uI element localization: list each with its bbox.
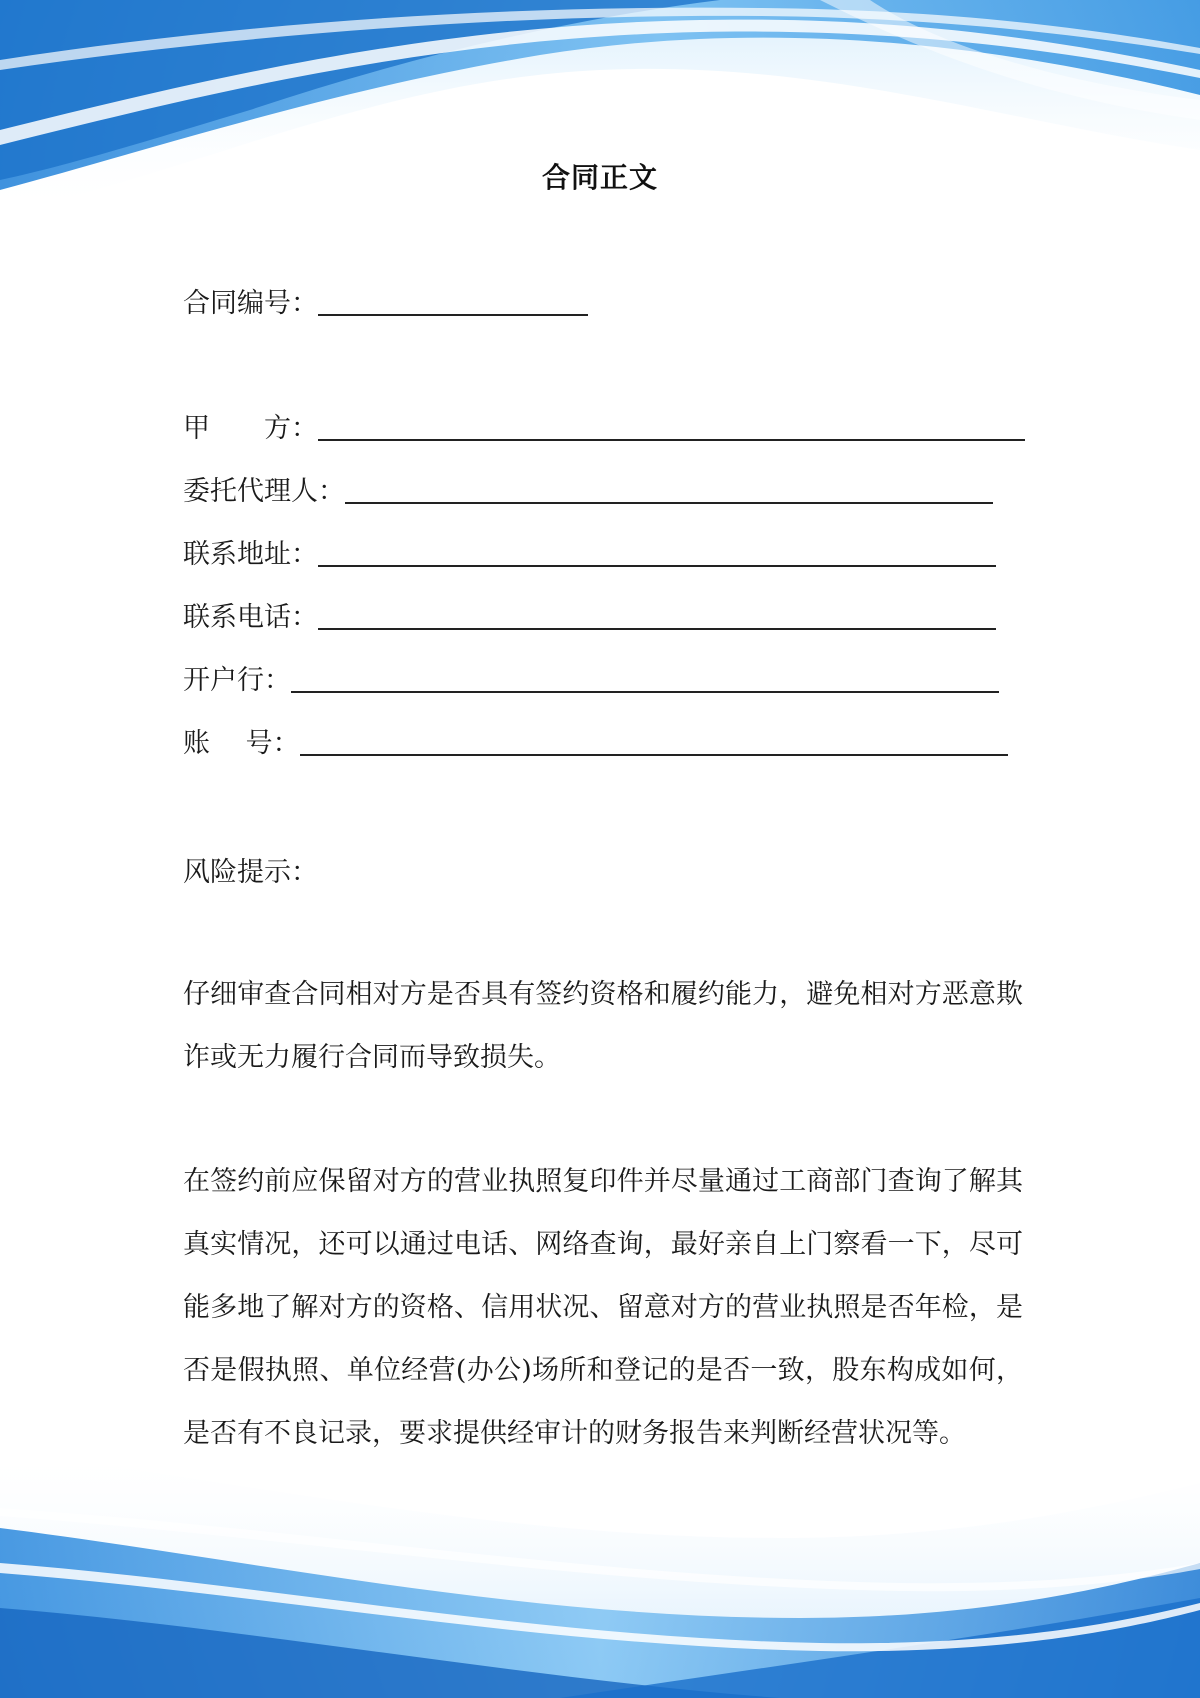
contract-number-field[interactable] [183, 282, 588, 322]
bank-label: 开户行： [183, 665, 291, 696]
agent-field[interactable] [183, 470, 993, 510]
address-label: 联系地址： [183, 539, 318, 570]
address-blank[interactable] [318, 555, 996, 567]
account-blank[interactable] [300, 744, 1008, 756]
phone-blank[interactable] [318, 618, 996, 630]
risk-paragraph-1: 仔细审查合同相对方是否具有签约资格和履约能力，避免相对方恶意欺诈或无力履行合同而导致损失。 [183, 979, 1023, 1073]
party-a-field[interactable] [183, 407, 1025, 447]
party-a-blank[interactable] [318, 429, 1025, 441]
risk-heading: 风险提示： [183, 857, 318, 888]
document-title: 合同正文 [541, 161, 658, 194]
account-field[interactable] [183, 722, 1008, 762]
agent-label: 委托代理人： [183, 476, 345, 507]
bank-blank[interactable] [291, 681, 999, 693]
contract-number-blank[interactable] [318, 304, 588, 316]
account-label: 账 号： [183, 728, 300, 759]
phone-label: 联系电话： [183, 602, 318, 633]
bank-field[interactable] [183, 659, 999, 699]
party-a-label: 甲 方： [183, 413, 318, 444]
address-field[interactable] [183, 533, 996, 573]
agent-blank[interactable] [345, 492, 993, 504]
phone-field[interactable] [183, 596, 996, 636]
contract-number-label: 合同编号： [183, 288, 318, 319]
risk-paragraph-2: 在签约前应保留对方的营业执照复印件并尽量通过工商部门查询了解其真实情况，还可以通过电话、网络查询，最好亲自上门察看一下，尽可能多地了解对方的资格、信用状况、留意对方的营业执照是否年检，是否是假执照、单位经营(办公)场所和登记的是否一致，股东构成如何，是否有不良记录，要求提供经审计的财务报告来判断经营状况等。 [183, 1166, 1023, 1449]
